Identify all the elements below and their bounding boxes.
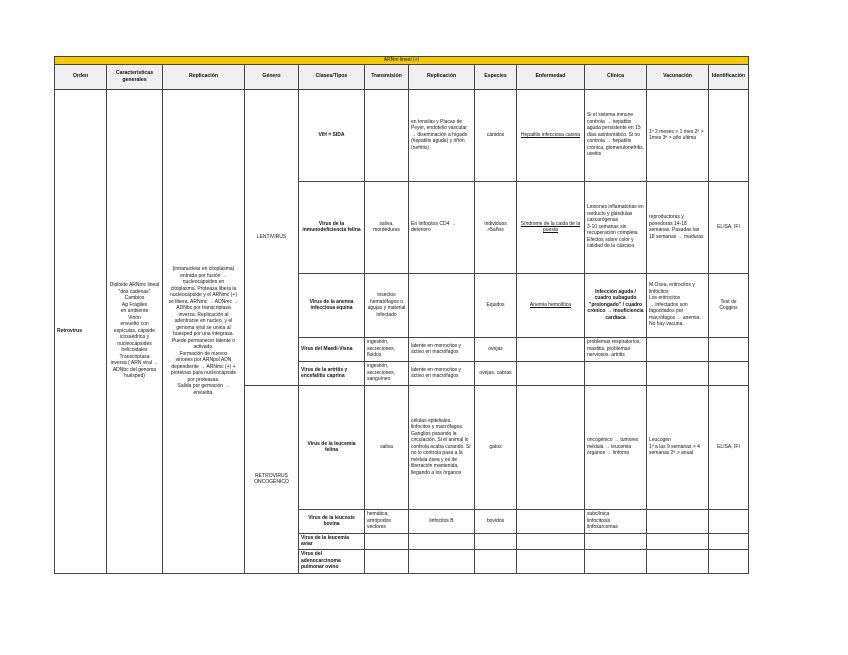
clase-cell[interactable]: VIH = SIDA <box>299 89 365 181</box>
caracteristicas-cell[interactable]: Diploide ARNmc lineal "dos cadenas" Cambios Ag Frágiles en ambiente Virión envuelto con espículas, cápside icosaédrica y nucleocápsides helicoidales Transcriptasa inversa ( ARN viral → ADNbc del genoma huésped) <box>107 89 163 573</box>
vacunacion-cell[interactable]: Leucogen 1ª a las 9 semanas > 4 semanas 2ª > anual <box>647 385 709 509</box>
header-caracteristicas[interactable]: Características generales <box>107 64 163 89</box>
clinica-cell[interactable]: Si el sistema inmune controla → hepatitis aguda persistente en 15 días asintomático. Si no controla → hepatitis crónica, glomerulonefritis, uveitis <box>585 89 647 181</box>
identificacion-cell[interactable] <box>709 549 749 573</box>
clase-cell[interactable]: Virus de la leucosis bovina <box>299 509 365 533</box>
enfermedad-cell[interactable]: Hepatitis infecciosa canina <box>517 89 585 181</box>
header-row <box>55 64 749 89</box>
clase-cell[interactable]: Virus de la artritis y encefalitis caprina <box>299 361 365 385</box>
replicacion-general-cell[interactable]: (intranuclear en citoplasma) entrada por fusión → nucleocápsides en citoplasma. Proteasa libera la nucleocápside y el ARNmc (+) se libera. ARNmc → ADNmc → ADNbc por transcriptasa inversa. Replicación al adentrarse en nucleo, y el genoma viral se uniria al huesped por una integrasa. Puede permanecer latente o activado. Formación de nuevos viriones por ARNpol ADN dependiente → ARNmc (+) + proteinas para nucleocápside por proteasas. Salida por gemación → envuelta. <box>163 89 245 573</box>
clinica-cell[interactable] <box>585 361 647 385</box>
replicacion-cell[interactable]: linfocitos B <box>409 509 475 533</box>
identificacion-cell[interactable] <box>709 89 749 181</box>
replicacion-cell[interactable]: En linfocitos CD4 → deterioro <box>409 181 475 273</box>
vacunacion-cell[interactable] <box>647 549 709 573</box>
replicacion-cell[interactable] <box>409 273 475 337</box>
transmision-cell[interactable] <box>365 89 409 181</box>
especies-cell[interactable]: cánidos <box>475 89 517 181</box>
transmision-cell[interactable]: saliva, mordeduras <box>365 181 409 273</box>
header-identificacion[interactable]: Identificación <box>709 64 749 89</box>
clase-cell[interactable]: Virus de la inmunodeficiencia felina <box>299 181 365 273</box>
clinica-cell[interactable] <box>585 533 647 549</box>
replicacion-cell[interactable]: células epiteliales, linfocitos y macrófagos. Ganglios pasando la circulación. Si el animal lo controla acaba curando. Si no lo controla pasa a la médula ósea y es de liberación mantenida, llegando a los órganos <box>409 385 475 509</box>
vacunacion-cell[interactable] <box>647 337 709 361</box>
vacunacion-cell[interactable] <box>647 533 709 549</box>
identificacion-cell[interactable]: Test de Coggins <box>709 273 749 337</box>
replicacion-cell[interactable]: en tonsilas y Placas de Peyer, endotelio vascular → diseminación a hígado (hepatitis aguda) y riñón (nefritis) <box>409 89 475 181</box>
especies-cell[interactable]: bovidos <box>475 509 517 533</box>
vacunacion-cell[interactable]: M.Osea, eritrocitos y linfocitos Los eritrocitos → infectados son fagocitados por macrófagos → anemia. No hay vacuna. <box>647 273 709 337</box>
enfermedad-cell[interactable] <box>517 533 585 549</box>
clase-cell[interactable]: Virus de la anemia infecciosa equina <box>299 273 365 337</box>
table-row <box>55 89 749 181</box>
especies-cell[interactable]: gatos <box>475 385 517 509</box>
genero-lentivirus-cell[interactable]: LENTIVIRUS <box>245 89 299 385</box>
clinica-cell[interactable]: problemas respiratorios, mastitis, problemas nerviosos, artritis <box>585 337 647 361</box>
clase-cell[interactable]: Virus de la leucemia aviar <box>299 533 365 549</box>
especies-cell[interactable] <box>475 533 517 549</box>
transmision-cell[interactable]: ingestión, secreciones, fluidos <box>365 337 409 361</box>
replicacion-cell[interactable]: latente en monocitos y activo en macrófagos <box>409 337 475 361</box>
enfermedad-cell[interactable] <box>517 549 585 573</box>
transmision-cell[interactable]: ingestión, secreciones, sanguíneo <box>365 361 409 385</box>
vacunacion-cell[interactable]: reproductoras y ponedoras 14-18 semanas. Pasadas las 18 semanas → maduras <box>647 181 709 273</box>
enfermedad-cell[interactable] <box>517 361 585 385</box>
identificacion-cell[interactable] <box>709 509 749 533</box>
especies-cell[interactable]: Equidos <box>475 273 517 337</box>
replicacion-cell[interactable] <box>409 549 475 573</box>
header-especies[interactable]: Especies <box>475 64 517 89</box>
clinica-cell[interactable] <box>585 549 647 573</box>
header-replicacion[interactable]: Replicación <box>163 64 245 89</box>
especies-cell[interactable]: ovejas, cabras <box>475 361 517 385</box>
header-replicacion-2[interactable]: Replicación <box>409 64 475 89</box>
replicacion-cell[interactable]: latente en monocitos y activo en macrófagos <box>409 361 475 385</box>
vacunacion-cell[interactable]: 1ª 2 meses > 1 mes 2ª > 1mes 3ª > año ultima <box>647 89 709 181</box>
header-clinica[interactable]: Clínica <box>585 64 647 89</box>
clinica-cell[interactable]: oncogénico → tumores médula → leucemia órganos → linfoma <box>585 385 647 509</box>
enfermedad-cell[interactable] <box>517 337 585 361</box>
clase-cell[interactable]: Virus de la leucemia felina <box>299 385 365 509</box>
identificacion-cell[interactable] <box>709 337 749 361</box>
header-enfermedad[interactable]: Enfermedad <box>517 64 585 89</box>
header-orden[interactable]: Orden <box>55 64 107 89</box>
virology-table <box>54 56 749 574</box>
enfermedad-cell[interactable] <box>517 385 585 509</box>
especies-cell[interactable]: ovejas <box>475 337 517 361</box>
transmision-cell[interactable]: saliva <box>365 385 409 509</box>
banner-row <box>55 57 749 65</box>
header-transmision[interactable]: Transmisión <box>365 64 409 89</box>
clinica-cell[interactable]: subclínica linfocitosis linfosarcomas <box>585 509 647 533</box>
transmision-cell[interactable]: hemática, artrópodos vectores <box>365 509 409 533</box>
enfermedad-cell[interactable]: Síndrome de la caida de la puesta <box>517 181 585 273</box>
identificacion-cell[interactable]: ELISA, IFI <box>709 385 749 509</box>
banner-cell[interactable]: ARNm lineal (+) <box>55 57 749 65</box>
identificacion-cell[interactable] <box>709 361 749 385</box>
especies-cell[interactable] <box>475 549 517 573</box>
clinica-cell[interactable]: Lesiones inflamatorias en oviducto y glándulas cascarógenas 3-10 semanas sin recuperación completa Efectos sobre color y calidad de la cáscara <box>585 181 647 273</box>
header-vacunacion[interactable]: Vacunación <box>647 64 709 89</box>
clinica-cell[interactable]: Infección aguda / cuadro subagudo "prolongado" / cuadro crónico → insuficiencia cardíaca <box>585 273 647 337</box>
vacunacion-cell[interactable] <box>647 361 709 385</box>
header-clases[interactable]: Clases/Tipos <box>299 64 365 89</box>
header-genero[interactable]: Género <box>245 64 299 89</box>
clase-cell[interactable]: Virus del adenocarcinoma pulmonar ovino <box>299 549 365 573</box>
genero-oncogenico-cell[interactable]: RETROVIRUS ONCOGÉNICO <box>245 385 299 573</box>
orden-cell[interactable]: Retrovirus <box>55 89 107 573</box>
identificacion-cell[interactable]: ELISA, IFI <box>709 181 749 273</box>
especies-cell[interactable]: Individuos >5años <box>475 181 517 273</box>
enfermedad-cell[interactable] <box>517 509 585 533</box>
replicacion-cell[interactable] <box>409 533 475 549</box>
transmision-cell[interactable] <box>365 549 409 573</box>
identificacion-cell[interactable] <box>709 533 749 549</box>
transmision-cell[interactable]: insectos hematófagos o agujas y material infectado <box>365 273 409 337</box>
transmision-cell[interactable] <box>365 533 409 549</box>
enfermedad-cell[interactable]: Anemia hemolítica <box>517 273 585 337</box>
clase-cell[interactable]: Virus del Maedi-Visna <box>299 337 365 361</box>
vacunacion-cell[interactable] <box>647 509 709 533</box>
